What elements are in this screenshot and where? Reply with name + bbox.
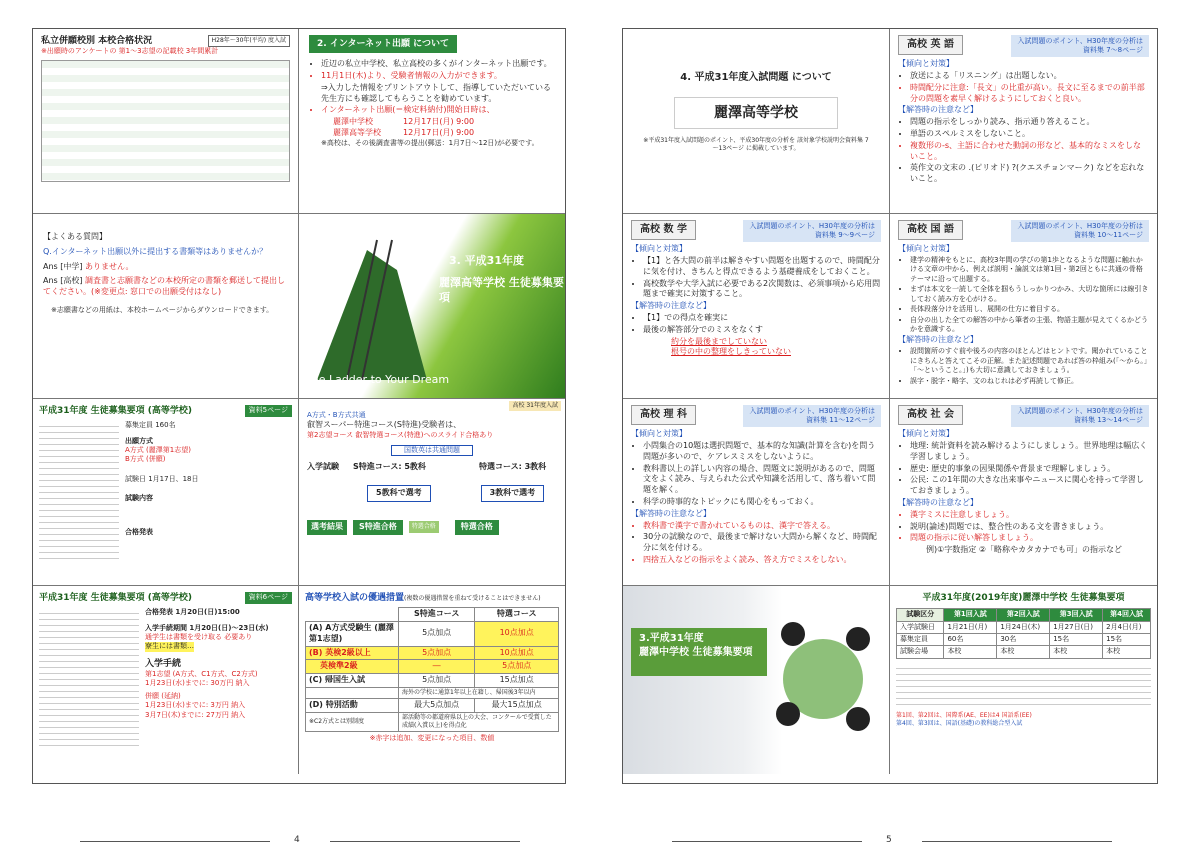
faq-answer-hs-text: 調査書と志願書などの本校所定の書類を郵送して提出してください。(※変更点: 窓口での出願受付はなし) (43, 276, 286, 297)
faq-answer-hs-prefix: Ans [高校] (43, 276, 83, 286)
guide-line: 出願方式 (125, 436, 153, 445)
table-row (897, 621, 1151, 633)
jh-cell: 15名 (1050, 634, 1103, 646)
subject-title: 高校 英 語 (898, 35, 963, 55)
list-item: • 高校数学や大学入試に必要である2次関数は、必須事項から応用問題まで確実に対策すること。 (643, 279, 881, 301)
badge-line: 入試問題のポイント、H30年度の分析は (1017, 222, 1143, 230)
proc-label: 入学手続期間 1月20日(日)～23日(水) (145, 623, 269, 632)
slide-overlay-title: 3. 平成31年度 (449, 254, 524, 267)
jh-guide-table-panel (890, 586, 1157, 774)
section-head: 【傾向と対策】 (631, 244, 687, 254)
pref-cell: 15点加点 (475, 674, 559, 688)
subject-badge (743, 220, 881, 242)
jh-guide-table (896, 608, 1151, 659)
jh-col-head: 第4回入試 (1103, 609, 1151, 621)
internet-b2: • 11月1日(木)より、受験者情報の入力ができます。 (321, 71, 555, 82)
puzzle-people-illustration (763, 604, 883, 754)
list-item: • 誤字・脱字・略字、文のねじれは必ず再読して修正。 (910, 377, 1149, 386)
pass-status-title: 私立併願校別 本校合格状況 (41, 36, 153, 46)
list-item: • 自分の出した全ての解答の中から筆者の主張、物語主題が見えてくるかどうかを意識する。 (910, 316, 1149, 335)
subject-badge (743, 405, 881, 427)
list-item: • 四捨五入などの指示をよく読み、答え方でミスをしない。 (643, 555, 881, 566)
faq-head: 【よくある質問】 (43, 232, 107, 241)
left-page (32, 28, 566, 784)
pref-row-label: (B) 英検2級以上 (306, 646, 399, 660)
section-head: 【傾向と対策】 (898, 59, 954, 69)
badge-line: 入試問題のポイント、H30年度の分析は (749, 222, 875, 230)
exam-intro-note: ※平成31年度入試問題のポイント、平成30年度の分析を 該対象学校説明会資料集 7～13ページ に掲載しています。 (643, 137, 869, 153)
jh-col-head: 第1回入試 (944, 609, 997, 621)
jh-date-row (333, 117, 555, 128)
list-item: • 教科書で漢字で書かれているものは、漢字で答える。 (643, 521, 881, 532)
jh-cell: 1月27日(日) (1050, 621, 1103, 633)
exam-intro-title: 4. 平成31年度入試問題 について (680, 72, 832, 83)
list-item: • 建学の精神をもとに、高校3年間の学びの第1歩となるような問題に触れかける文章の中から、例えば説明・論説文は第1回・第2回ともに共通の骨格テーマに沿って出題する。 (910, 256, 1149, 284)
section-head: 【解答時の注意など】 (898, 105, 978, 115)
common-label: 国数英は共通問題 (391, 445, 473, 456)
slide-overlay-sub: 麗澤高等学校 生徒募集要項 (439, 276, 564, 304)
subject-japanese (890, 214, 1157, 399)
jh-guide-slide (623, 586, 890, 774)
hs-guide-p6-left (39, 608, 139, 748)
hs-guide-p6-title: 平成31年度 生徒募集要項 (高等学校) (39, 593, 193, 603)
internet-b1: • 近辺の私立中学校、私立高校の多くがインターネット出願です。 (321, 59, 555, 70)
jh-col-head: 第3回入試 (1050, 609, 1103, 621)
section-head: 【解答時の注意など】 (898, 335, 978, 345)
pref-cell: 5点加点 (475, 660, 559, 674)
badge-line: 資料集 13～14ページ (1074, 416, 1143, 425)
jh-guide-title-box (631, 628, 767, 676)
pref-row-label: (D) 特別活動 (306, 699, 399, 713)
guide-line: 試験内容 (125, 494, 153, 503)
jh-guide-title2: 麗澤中学校 生徒募集要項 (639, 646, 753, 658)
list-item: • 英作文の文末の .(ピリオド) ?(クエスチョンマーク) などを忘れないこと。 (910, 163, 1149, 185)
result-label: 選考結果 (307, 520, 347, 535)
subject-badge (1011, 35, 1149, 57)
jh-note1: 第1回、第2回は、国際系(AE、EE)は4 国語系(EE) (896, 711, 1032, 719)
list-item: • 長体段落分けを活用し、展開の仕方に着目する。 (910, 305, 1149, 314)
list-subitem: 約分を最後までしていない (671, 336, 767, 346)
subject-title: 高校 社 会 (898, 405, 963, 425)
pref-d-detail: 部活動等の都道府県以上の大会、コンクールで受賞した成績(入賞以上)を得点化 (398, 712, 558, 731)
badge-line: 資料集 10～11ページ (1074, 231, 1143, 240)
hs-guide-p5-badge: 資料5ページ (245, 405, 292, 417)
badge-line: 入試問題のポイント、H30年度の分析は (1017, 407, 1143, 415)
pref-cell: 5点加点 (398, 674, 474, 688)
subject-social (890, 399, 1157, 586)
jh-note2: 第4回、第3回は、国語(基礎)の教科総合型入試 (896, 719, 1023, 727)
pref-title: 高等学校入試の優遇措置 (305, 593, 405, 603)
subject-title: 高校 国 語 (898, 220, 963, 240)
list-item: • 最後の解答部分でのミスをなくす (643, 325, 881, 336)
subject-badge (1011, 220, 1149, 242)
hs-date: 12月17日(月) 9:00 (403, 127, 475, 137)
hs-guide-p6-badge: 資料6ページ (245, 592, 292, 604)
list-item: • 設問箇所のすぐ前や後ろの内容のほとんどはヒントです。聞かれていることにきちんと答えてこその正解。また記述問題であれば答の枠組み(「～から。」「～ということ。」)も大切に意識しておきましょう。 (910, 347, 1149, 375)
hs-guide-p5-left (39, 421, 119, 561)
jh-guide-title1: 3.平成31年度 (639, 633, 704, 644)
list-subitem: 根号の中の整理をしきっていない (671, 347, 791, 357)
page-number: 4 (294, 835, 300, 845)
badge-line: 入試問題のポイント、H30年度の分析は (749, 407, 875, 415)
fee2-b: 3月7日(木)までに: 27万円 納入 (145, 710, 246, 719)
slide-pass-badge: 特選合格 (409, 521, 439, 533)
table-row (897, 634, 1151, 646)
pref-d-note: ※C2方式とは別制度 (306, 712, 399, 731)
list-item: • 教科書以上の詳しい内容の場合、問題文に説明があるので、問題文をよく読み、与えられた公式や知識を活用して、落ち着いて問題を解く。 (643, 464, 881, 496)
pref-row-label: (A) A方式受験生 (麗澤第1志望) (306, 621, 399, 646)
subject-badge (1011, 405, 1149, 427)
list-item: • 小問集合の10題は選択問題で、基本的な知識(計算を含む)を問う問題が多いので、ケアレスミスをしないように。 (643, 441, 881, 463)
hs-guide-p5 (33, 399, 299, 586)
hs-guide-p5-title: 平成31年度 生徒募集要項 (高等学校) (39, 406, 193, 416)
jh-row-label: 募集定員 (897, 634, 944, 646)
jh-cell: 60名 (944, 634, 997, 646)
pref-cell: 10点加点 (475, 646, 559, 660)
subject-title: 高校 理 科 (631, 405, 696, 425)
subject-science (623, 399, 890, 586)
guide-line: 試験日 1月17日、18日 (125, 474, 199, 483)
internet-note: ※高校は、その後調査書等の提出(郵送：1月7日～12日)が必要です。 (321, 138, 539, 147)
fee2: 併願 (延納) (145, 691, 181, 700)
table-row (306, 646, 559, 660)
pass-status-subtitle: ※出願時のアンケートの 第1～3志望の記載校 3年間累計 (41, 47, 219, 56)
guide-line: 合格発表 (125, 527, 153, 536)
year-badge: H28年～30年(平均) 度入試 (208, 35, 290, 47)
list-item: • 科学の時事的なトピックにも関心をもっておく。 (643, 497, 881, 508)
faq-question: Q.インターネット出願以外に提出する書類等はありませんか？ (43, 246, 268, 256)
ladder-illustration (307, 230, 437, 380)
s-pass-badge: S特進合格 (353, 520, 403, 535)
pref-footnote: ※赤字は追加、変更になった項目、数値 (369, 734, 495, 742)
list-item: • 地理: 統計資料を読み解けるようにしましょう。世界地理は幅広く学習しましょう。 (910, 441, 1149, 463)
faq-answer-hs (43, 276, 288, 298)
pref-row-label: (C) 帰国生入試 (306, 674, 399, 688)
list-item: • 放送による「リスニング」は出題しない。 (910, 71, 1149, 82)
pref-cell: 10点加点 (475, 621, 559, 646)
hs-date-row (333, 128, 555, 139)
list-subitem: 例)①字数指定 ②「略称やカタカナでも可」の指示など (926, 545, 1123, 555)
announce: 合格発表 1月20日(日)15:00 (145, 608, 240, 617)
pref-cell: ― (398, 660, 474, 674)
course-desc: 叡智スーパー特進コース(S特進)受験者は、 (307, 420, 462, 430)
subject-math (623, 214, 890, 399)
section-head: 【傾向と対策】 (898, 244, 954, 254)
pref-col-t: 特選コース (475, 608, 559, 622)
list-item: • 問題の指示をしっかり読み、指示通り答えること。 (910, 117, 1149, 128)
list-item: • 【1】での得点を確実に (643, 313, 881, 324)
list-item: • 単語のスペルミスをしないこと。 (910, 129, 1149, 140)
preferential-panel (299, 586, 565, 774)
t-pass-badge: 特選合格 (455, 520, 499, 535)
t-course-label: 特選コース: 3教科 (479, 462, 547, 472)
faq-answer-jh (43, 262, 288, 273)
list-item: • 問題の指示に従い解答しましょう。 (910, 533, 1149, 544)
faq-panel (33, 214, 299, 399)
section-head: 【解答時の注意など】 (631, 508, 711, 518)
section-head: 【解答時の注意など】 (898, 497, 978, 507)
fee1-b: 1月23日(水)までに: 30万円 納入 (145, 679, 250, 688)
hs-guide-p6 (33, 586, 299, 774)
pref-cell: 5点加点 (398, 621, 474, 646)
table-row (306, 674, 559, 688)
internet-b3: • インターネット出願(＝検定料納付)開始日時は、 (321, 105, 555, 116)
faq-note: ※志願書などの用紙は、本校ホームページからダウンロードできます。 (51, 305, 274, 314)
jh-cell: 15名 (1103, 634, 1151, 646)
pref-cell: 最大5点加点 (398, 699, 474, 713)
jh-date: 12月17日(月) 9:00 (403, 117, 475, 127)
pref-row-label: 英検準2級 (306, 660, 399, 674)
slide-caption: The Ladder to Your Dream (305, 373, 450, 387)
right-page (622, 28, 1158, 784)
fee2-a: 1月23日(水)までに: 3万円 納入 (145, 701, 246, 710)
jh-cell: 本校 (944, 646, 997, 658)
pref-title-note: (複数の優遇措置を重ねて受けることはできません) (404, 595, 541, 602)
course-flow-panel (299, 399, 565, 586)
section-head: 【傾向と対策】 (898, 429, 954, 439)
s-course-label: S特進コース: 5教科 (353, 462, 426, 472)
list-item: • 【1】と各大問の前半は解きやすい問題を出題するので、時間配分に気を付け、きちんと得点できるよう基礎養成をしておくこと。 (643, 256, 881, 278)
list-item: • 複数形の-s、主語に合わせた動詞の形など、基本的なミスをしないこと。 (910, 141, 1149, 163)
jh-col-head: 試験区分 (897, 609, 944, 621)
jh-cell: 2月4日(月) (1103, 621, 1151, 633)
jh-label: 麗澤中学校 (333, 117, 373, 127)
jh-guide-title: 平成31年度(2019年度)麗澤中学校 生徒募集要項 (922, 593, 1125, 603)
course-head: A方式・B方式共通 (307, 411, 366, 419)
course-desc2: 第2志望コース 叡智特選コース(特進)へのスライド合格あり (307, 431, 494, 440)
guide-line: B方式 (併願) (125, 455, 166, 464)
pref-cell: 最大15点加点 (475, 699, 559, 713)
jh-cell: 本校 (1050, 646, 1103, 658)
table-row (897, 646, 1151, 658)
pref-table (305, 607, 559, 732)
faq-answer-jh-prefix: Ans [中学] (43, 261, 83, 271)
exam-intro-school: 麗澤高等学校 (674, 97, 838, 130)
jh-row-label: 入学試験日 (897, 621, 944, 633)
internet-application-panel (299, 29, 565, 214)
pass-status-table (41, 60, 290, 182)
course-corner: 高校 31年度入試 (509, 401, 561, 411)
table-row (306, 621, 559, 646)
ladder-slide (299, 214, 565, 399)
section-head: 【傾向と対策】 (631, 429, 687, 439)
hs-label: 麗澤高等学校 (333, 127, 381, 137)
pass-status-panel (33, 29, 299, 214)
pref-cell: 5点加点 (398, 646, 474, 660)
jh-guide-detail (896, 663, 1151, 709)
list-item: • まずは本文を一読して全体を掴もうしっかりつかみ、大切な箇所には線引きしておく読み方を心がける。 (910, 285, 1149, 304)
section-head: 【解答時の注意など】 (631, 301, 711, 311)
internet-application-title: 2. インターネット出願 について (309, 35, 457, 53)
page-number: 5 (886, 835, 892, 845)
t-judge-box: 3教科で選考 (481, 485, 545, 502)
list-item: • 30分の試験なので、最後まで解けない大問から解くなど、時間配分に気を付ける。 (643, 532, 881, 554)
fee-label: 入学手続 (145, 658, 182, 669)
s-judge-box: 5教科で選考 (367, 485, 431, 502)
jh-cell: 30名 (997, 634, 1050, 646)
list-item: • 歴史: 歴史的事象の因果関係や背景まで理解しましょう。 (910, 464, 1149, 475)
proc-note: 通学生は書類を受け取る 必要あり (145, 633, 253, 642)
badge-line: 資料集 7～8ページ (1083, 46, 1143, 55)
table-row (306, 699, 559, 713)
jh-row-label: 試験会場 (897, 646, 944, 658)
pref-col-s: S特進コース (398, 608, 474, 622)
list-item: • 説明(論述)問題では、整合性のある文を書きましょう。 (910, 522, 1149, 533)
badge-line: 資料集 11～12ページ (806, 416, 875, 425)
jh-cell: 本校 (1103, 646, 1151, 658)
pref-c-note: 海外の学校に通算1年以上在籍し、帰国後3年以内 (398, 687, 558, 698)
guide-line: A方式 (麗澤第1志望) (125, 446, 191, 455)
jh-col-head: 第2回入試 (997, 609, 1050, 621)
badge-line: 入試問題のポイント、H30年度の分析は (1017, 37, 1143, 45)
fee1: 第1志望 (A方式、C1方式、C2方式) (145, 670, 258, 679)
table-row (306, 660, 559, 674)
exam-intro-panel (623, 29, 890, 214)
badge-line: 資料集 9～9ページ (815, 231, 875, 240)
internet-b2-sub: ⇒入力した情報をプリントアウトして、指導していただいている先生方にも確認してもらうことを勧めています。 (321, 82, 551, 103)
subject-english (890, 29, 1157, 214)
dorm-note: 寮生には書類… (145, 642, 194, 651)
jh-cell: 1月21日(月) (944, 621, 997, 633)
subject-title: 高校 数 学 (631, 220, 696, 240)
faq-answer-jh-text: ありません。 (85, 261, 134, 271)
list-item: • 公民: この1年間の大きな出来事やニュースに関心を持って学習しておきましょう。 (910, 475, 1149, 497)
guide-line: 募集定員 160名 (125, 421, 176, 430)
list-item: • 時間配分に注意:「長文」の比重が高い。長文に至るまでの前半部分の問題を素早く解けるようにしておくと良い。 (910, 83, 1149, 105)
jh-cell: 1月24日(木) (997, 621, 1050, 633)
jh-cell: 本校 (997, 646, 1050, 658)
list-item: • 漢字ミスに注意しましょう。 (910, 510, 1149, 521)
exam-label: 入学試験 (307, 462, 339, 472)
hs-guide-p5-lines (125, 421, 292, 561)
